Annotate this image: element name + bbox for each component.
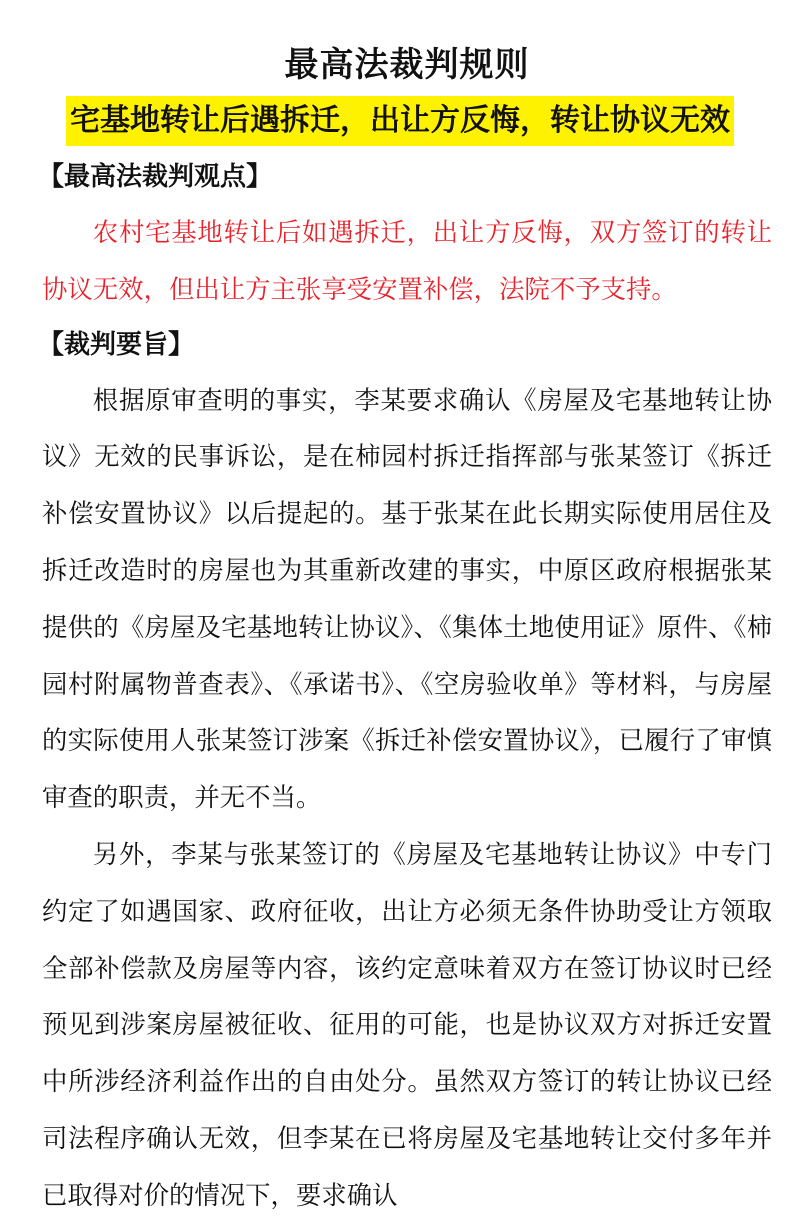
subtitle-container — [42, 96, 772, 146]
page-title: 最高法裁判规则 — [284, 45, 530, 85]
gist-paragraph-1: 根据原审查明的事实，李某要求确认《房屋及宅基地转让协议》无效的民事诉讼，是在柿园村拆迁指挥部与张某签订《拆迁补偿安置协议》以后提起的。基于张某在此长期实际使用居住及拆迁改造时的房屋也为其重新改建的事实，中原区政府根据张某提供的《房屋及宅基地转让协议》、《集体土地使用证》原件、《柿园村附属物普查表》、《承诺书》、《空房验收单》等材料，与房屋的实际使用人张某签订涉案《拆迁补偿安置协议》，已履行了审慎审查的职责，并无不当。 — [42, 384, 772, 813]
viewpoint-text: 农村宅基地转让后如遇拆迁，出让方反悔，双方签订的转让协议无效，但出让方主张享受安置补偿，法院不予支持。 — [42, 217, 772, 304]
gist-paragraph-2: 另外，李某与张某签订的《房屋及宅基地转让协议》中专门约定了如遇国家、政府征收，出让方必须无条件协助受让方领取全部补偿款及房屋等内容，该约定意味着双方在签订协议时已经预见到涉案房屋被征收、征用的可能，也是协议双方对拆迁安置中所涉经济利益作出的自由处分。虽然双方签订的转让协议已经司法程序确认无效，但李某在已将房屋及宅基地转让交付多年并已取得对价的情况下，要求确认 — [42, 838, 772, 1210]
highlighted-subtitle: 宅基地转让后遇拆迁，出让方反悔，转让协议无效 — [66, 96, 734, 146]
gist-heading: 【裁判要旨】 — [38, 329, 195, 360]
viewpoint-heading: 【最高法裁判观点】 — [38, 162, 273, 192]
